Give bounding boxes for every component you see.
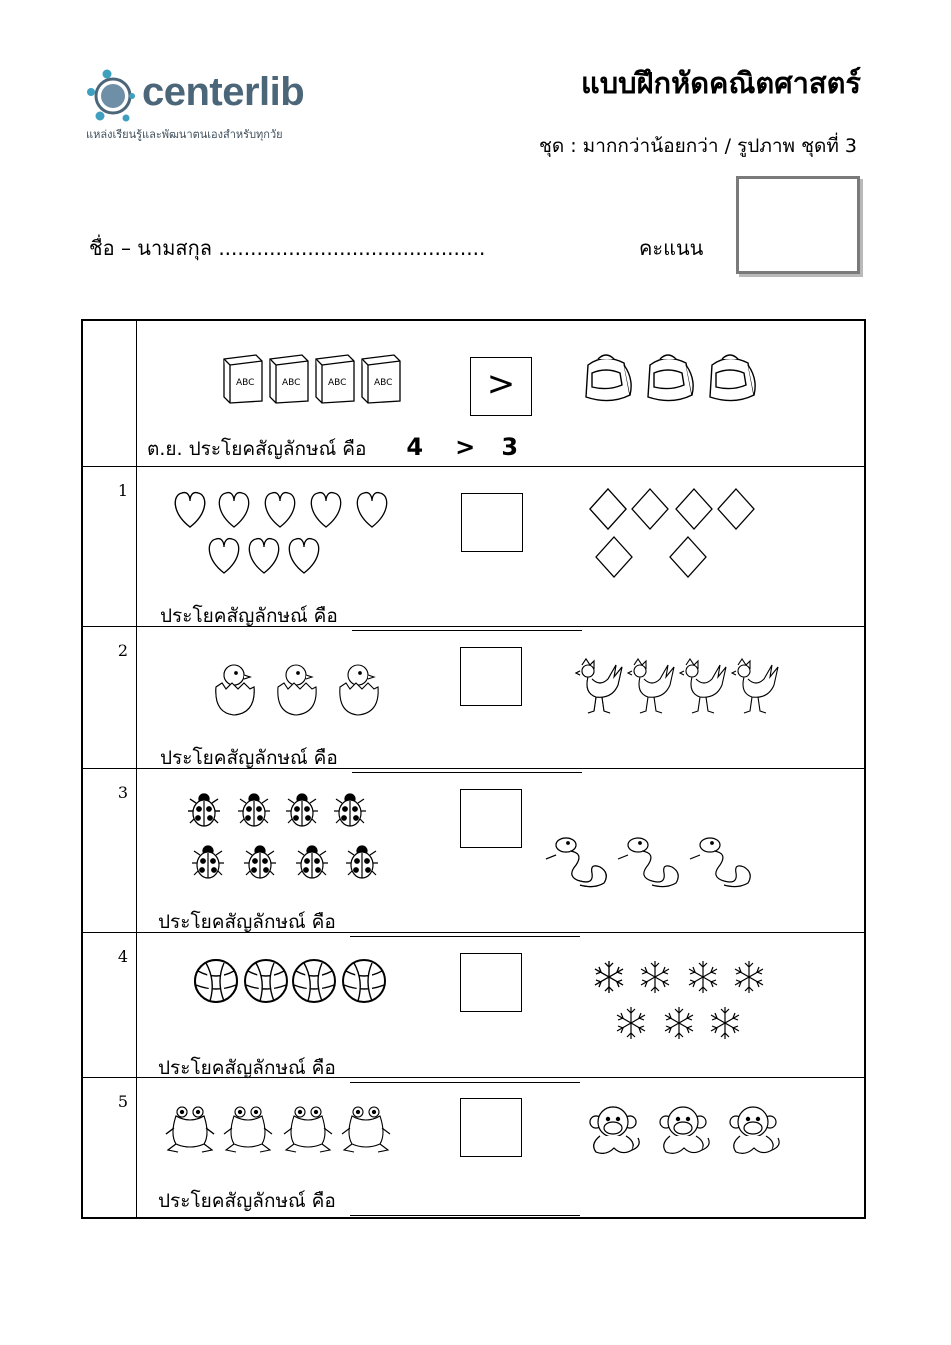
example-answer-box <box>470 357 532 416</box>
logo-tagline: แหล่งเรียนรู้และพัฒนาตนเองสำหรับทุกวัย <box>86 128 283 141</box>
score-box[interactable] <box>736 176 860 274</box>
question-row-5 <box>83 1077 864 1218</box>
sentence-label: ประโยคสัญลักษณ์ คือ <box>158 911 336 933</box>
logo-text: centerlib <box>142 70 305 114</box>
ladybug-group <box>184 789 390 885</box>
question-number: 2 <box>117 641 128 660</box>
answer-box-2[interactable] <box>460 647 522 706</box>
question-number: 5 <box>117 1092 128 1111</box>
basketball-group <box>194 959 388 1007</box>
question-row-4 <box>83 932 864 1078</box>
snowflake-group <box>592 959 770 1045</box>
book-group <box>222 351 406 405</box>
sentence-5 <box>158 1186 580 1216</box>
question-number: 1 <box>117 481 128 500</box>
heart-group <box>170 489 400 581</box>
page-title: แบบฝึกหัดคณิตศาสตร์ <box>581 66 861 100</box>
answer-box-1[interactable] <box>461 493 523 552</box>
monkey-group <box>586 1104 786 1158</box>
example-row <box>83 321 864 466</box>
question-cell <box>138 627 864 769</box>
frog-group <box>164 1104 396 1156</box>
question-cell <box>138 933 864 1078</box>
backpack-group <box>580 351 764 407</box>
score-label: คะแนน <box>639 236 704 260</box>
example-symbol: > <box>455 433 476 461</box>
logo <box>86 66 346 146</box>
chick-group <box>212 661 386 717</box>
sentence-label: ประโยคสัญลักษณ์ คือ <box>160 605 338 627</box>
greater-than-symbol: > <box>486 364 516 404</box>
question-cell <box>138 1078 864 1218</box>
answer-box-4[interactable] <box>460 953 522 1012</box>
question-number: 3 <box>117 783 128 802</box>
question-number: 4 <box>117 947 128 966</box>
example-left-count: 4 <box>406 433 424 461</box>
example-right-count: 3 <box>501 433 519 461</box>
page-subtitle: ชุด : มากกว่าน้อยกว่า / รูปภาพ ชุดที่ 3 <box>538 135 857 157</box>
question-cell <box>138 467 864 627</box>
name-field[interactable]: ชื่อ – นามสกุล .......................................... <box>89 236 486 260</box>
logo-mark <box>86 66 142 126</box>
number-cell <box>83 627 137 769</box>
svg-text:ABC: ABC <box>236 378 255 388</box>
number-cell <box>83 467 137 627</box>
sentence-label: ประโยคสัญลักษณ์ คือ <box>158 1057 336 1079</box>
number-cell <box>83 1078 137 1218</box>
answer-box-3[interactable] <box>460 789 522 848</box>
rooster-group <box>574 657 780 715</box>
worksheet-table <box>81 319 866 1219</box>
sentence-label: ประโยคสัญลักษณ์ คือ <box>160 747 338 769</box>
snake-group <box>544 833 754 889</box>
question-row-2 <box>83 626 864 769</box>
example-sentence <box>147 433 518 464</box>
answer-box-5[interactable] <box>460 1098 522 1157</box>
sentence-label: ประโยคสัญลักษณ์ คือ <box>158 1190 336 1212</box>
example-label: ต.ย. ประโยคสัญลักษณ์ คือ <box>147 438 367 460</box>
question-cell <box>138 769 864 933</box>
question-row-3 <box>83 768 864 933</box>
number-cell <box>83 933 137 1078</box>
question-row-1 <box>83 466 864 627</box>
number-cell <box>83 769 137 933</box>
number-cell <box>83 321 137 466</box>
diamond-group <box>588 487 762 581</box>
answer-blank-5[interactable] <box>350 1201 580 1216</box>
example-cell <box>138 321 864 466</box>
